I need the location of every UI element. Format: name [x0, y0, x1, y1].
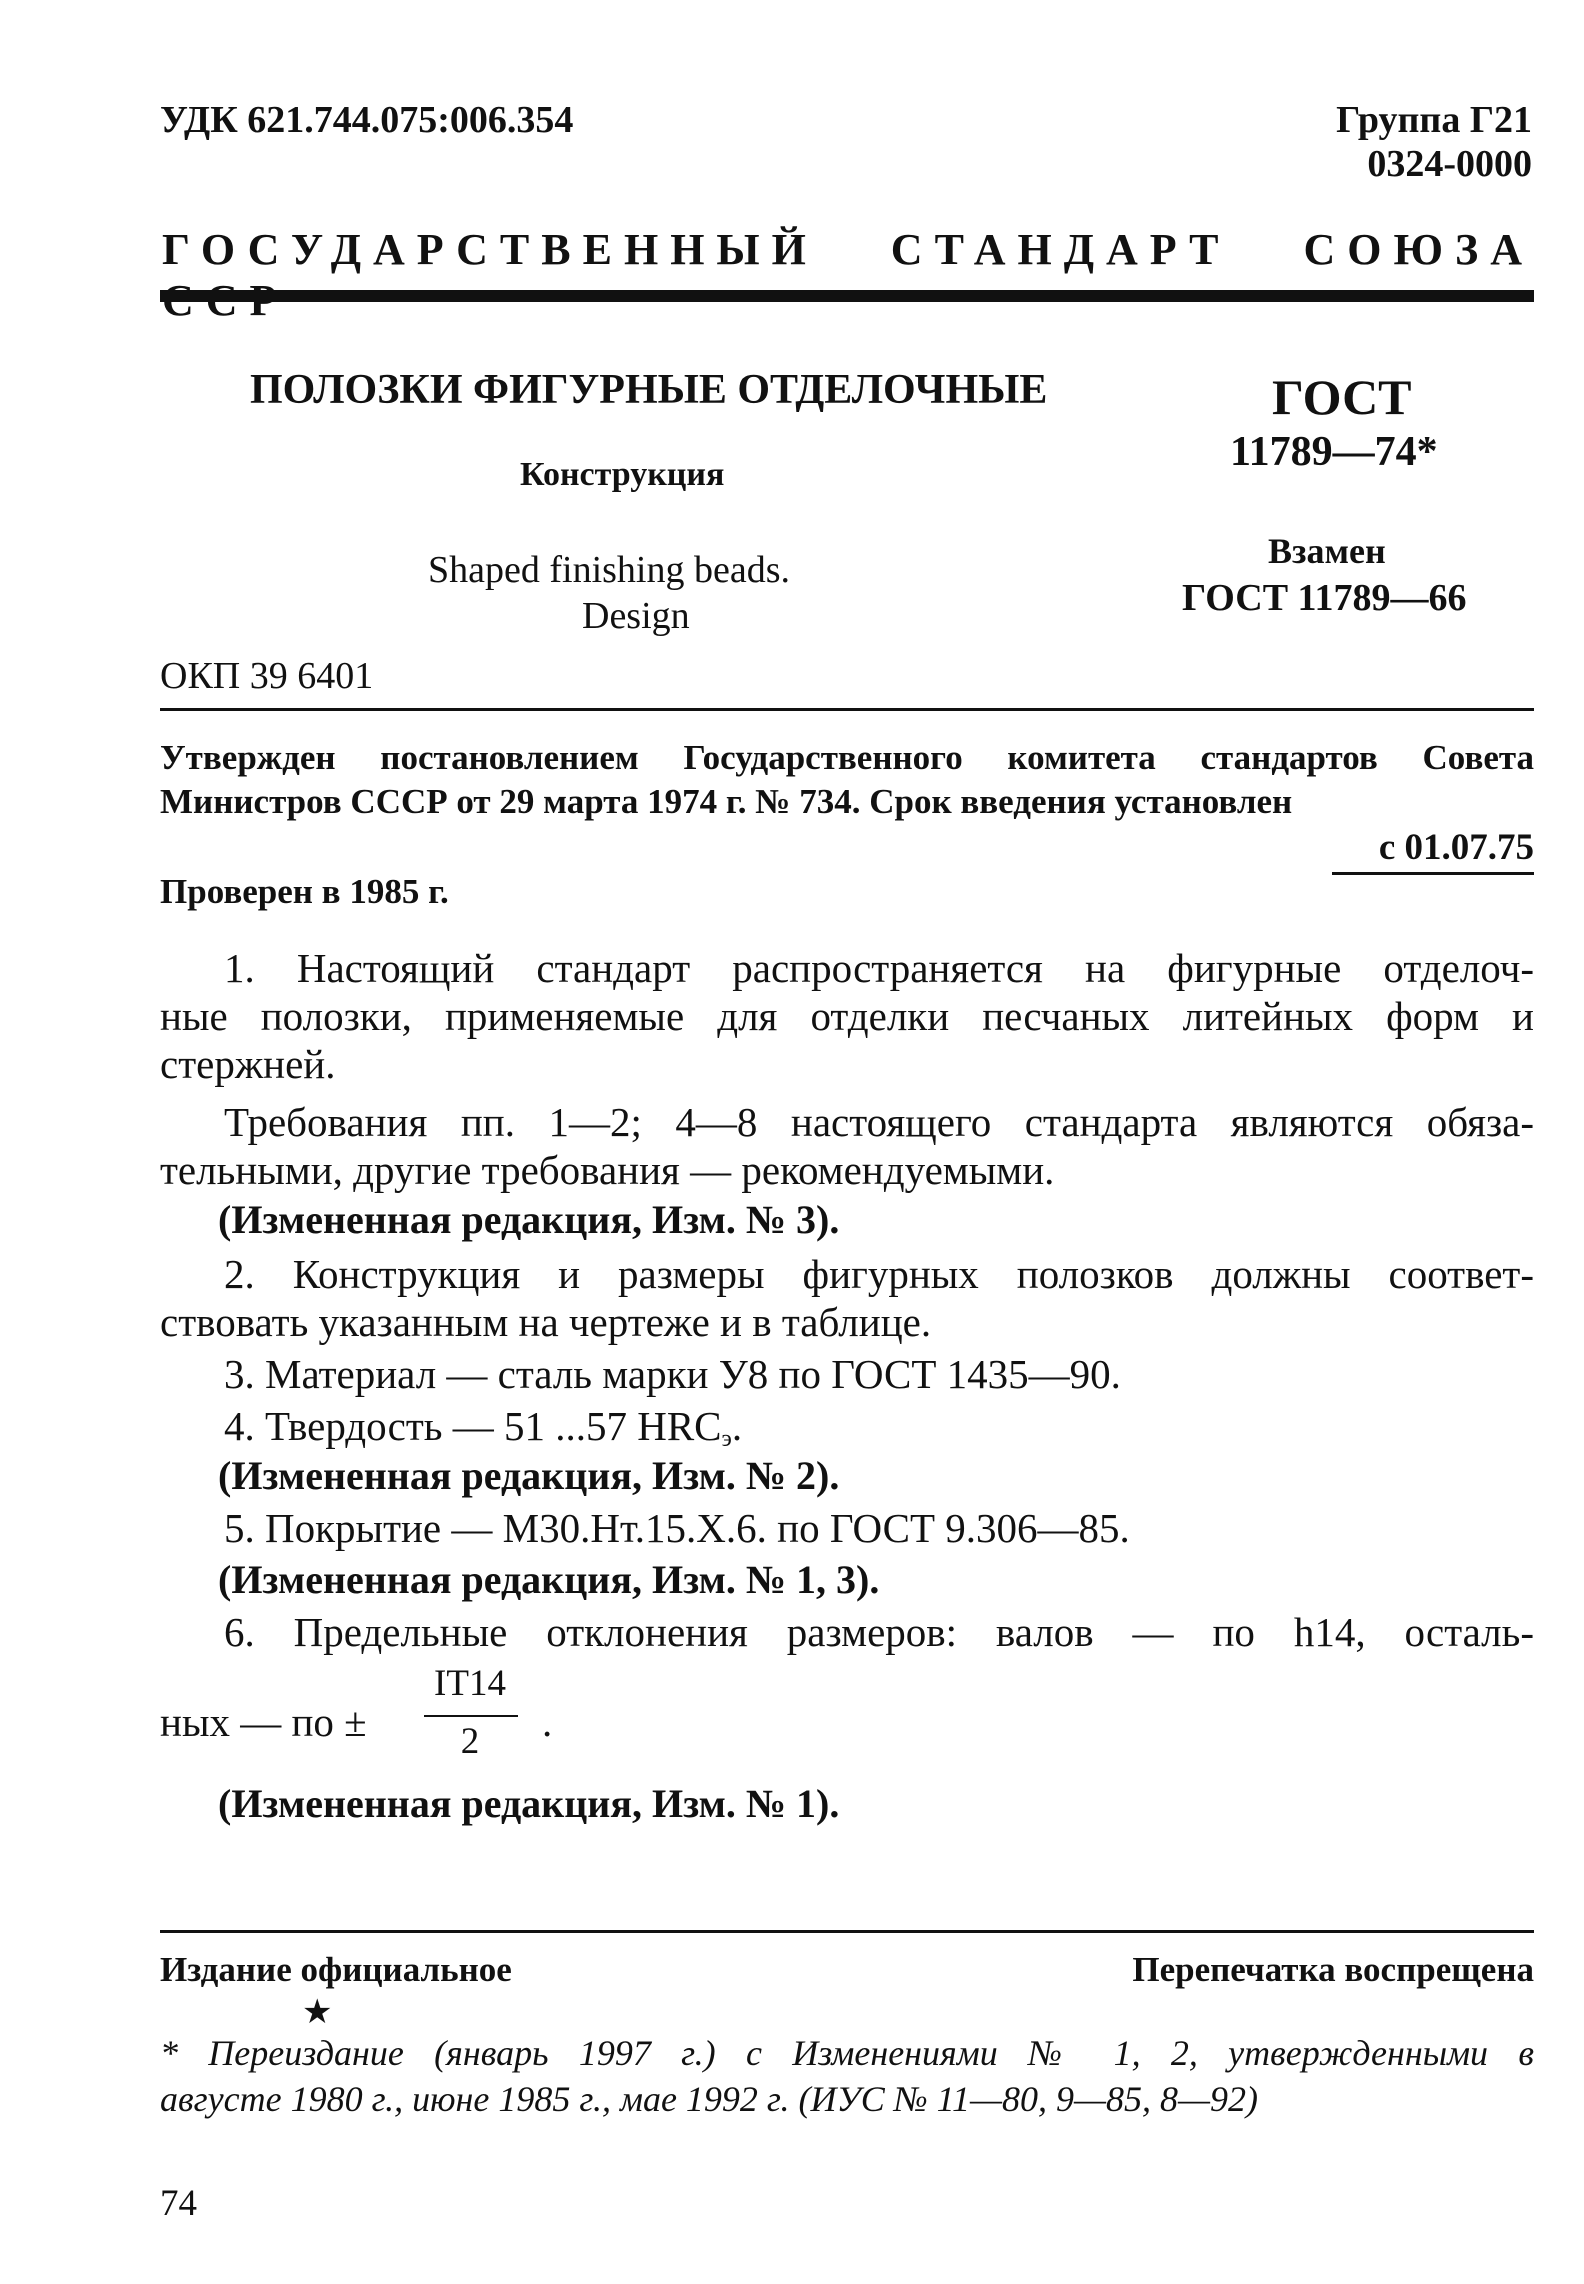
- banner-rule: [160, 290, 1534, 302]
- reprint-prohibited: Перепечатка воспрещена: [1132, 1950, 1534, 1989]
- item-1-line-1: 1. Настоящий стандарт распространяется на фигурные отделоч-: [224, 945, 1534, 991]
- requirements-line-1: Требования пп. 1—2; 4—8 настоящего стандарта являются обяза-: [224, 1099, 1534, 1145]
- reissue-note-line-2: августе 1980 г., июне 1985 г., мае 1992 г. (ИУС № 11—80, 9—85, 8—92): [160, 2079, 1258, 2119]
- effective-date-rule: [1332, 872, 1534, 875]
- amendment-note: (Измененная редакция, Изм. № 2).: [218, 1453, 840, 1498]
- english-subtitle: Design: [582, 595, 690, 637]
- item-5: 5. Покрытие — М30.Нт.15.Х.6. по ГОСТ 9.306—85.: [224, 1505, 1130, 1551]
- item-2-line-1: 2. Конструкция и размеры фигурных полозков должны соответ-: [224, 1251, 1534, 1297]
- fraction-numerator: IT14: [434, 1663, 506, 1704]
- standard-subtitle: Конструкция: [520, 456, 725, 493]
- official-edition: Издание официальное: [160, 1950, 512, 1989]
- checked-note: Проверен в 1985 г.: [160, 872, 449, 911]
- amendment-note: (Измененная редакция, Изм. № 3).: [218, 1197, 840, 1242]
- replaces-label: Взамен: [1268, 531, 1386, 571]
- gost-label: ГОСТ: [1272, 369, 1412, 425]
- item-6-line-1: 6. Предельные отклонения размеров: валов — по h14, осталь-: [224, 1609, 1534, 1655]
- english-title: Shaped finishing beads.: [428, 549, 791, 591]
- item-1-line-2: ные полозки, применяемые для отделки песчаных литейных форм и: [160, 993, 1534, 1039]
- footer-rule: [160, 1930, 1534, 1933]
- item-2-line-2: ствовать указанным на чертеже и в таблице.: [160, 1299, 932, 1345]
- reissue-note-line-1: * Переиздание (январь 1997 г.) с Изменениями № 1, 2, утвержденными в: [160, 2033, 1534, 2073]
- replaced-standard: ГОСТ 11789—66: [1182, 577, 1467, 619]
- fraction-bar: [424, 1715, 518, 1717]
- effective-date: с 01.07.75: [1378, 827, 1534, 868]
- amendment-note: (Измененная редакция, Изм. № 1, 3).: [218, 1557, 880, 1602]
- classifier-code: 0324-0000: [1367, 143, 1532, 185]
- amendment-note: (Измененная редакция, Изм. № 1).: [218, 1781, 840, 1826]
- standard-title: ПОЛОЗКИ ФИГУРНЫЕ ОТДЕЛОЧНЫЕ: [250, 367, 1048, 413]
- udk-code: УДК 621.744.075:006.354: [160, 99, 574, 141]
- approval-line-1: Утвержден постановлением Государственного комитета стандартов Совета: [160, 738, 1534, 777]
- approval-line-2: Министров СССР от 29 марта 1974 г. № 734. Срок введения установлен: [160, 782, 1293, 821]
- star-icon: ★: [302, 1994, 333, 2031]
- requirements-line-2: тельными, другие требования — рекомендуемыми.: [160, 1147, 1055, 1193]
- item-4-period: .: [731, 1403, 743, 1449]
- fraction-denominator: 2: [460, 1721, 480, 1762]
- page-number: 74: [160, 2183, 197, 2224]
- gost-number: 11789—74*: [1230, 429, 1438, 475]
- fraction-period: .: [542, 1699, 553, 1745]
- title-rule: [160, 708, 1534, 711]
- group-label: Группа Г21: [1336, 99, 1532, 141]
- item-6-line-2: ных — по ±: [160, 1699, 367, 1745]
- item-1-line-3: стержней.: [160, 1041, 336, 1087]
- item-3: 3. Материал — сталь марки У8 по ГОСТ 1435—90.: [224, 1351, 1121, 1397]
- okp-code: ОКП 39 6401: [160, 655, 374, 697]
- state-standard-banner: ГОСУДАРСТВЕННЫЙ СТАНДАРТ СОЮЗА: [162, 225, 1534, 274]
- item-4-subscript: э: [721, 1426, 732, 1452]
- item-4-text: 4. Твердость — 51 ...57 HRC: [224, 1403, 722, 1449]
